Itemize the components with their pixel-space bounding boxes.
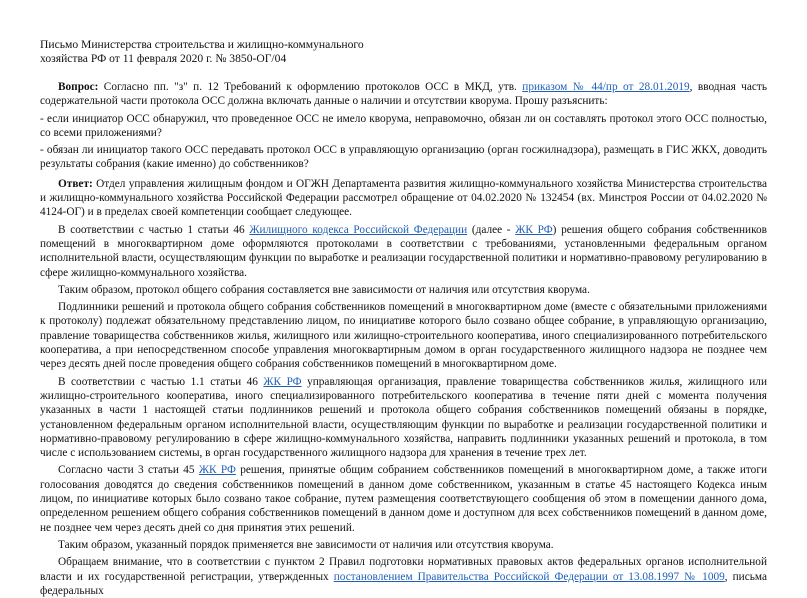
paragraph-1 <box>40 223 767 280</box>
paragraph-5 <box>40 463 767 534</box>
paragraph-7-after: , письма федеральных <box>40 570 767 597</box>
paragraph-5-before: Согласно части 3 статьи 45 <box>58 464 199 477</box>
paragraph-1-before: В соответствии с частью 1 статьи 46 <box>58 223 250 236</box>
question-item-1: - если инициатор ОСС обнаружил, что проведенное ОСС не имело кворума, неправомочно, обязан ли он составлять протокол этого ОСС полностью, со всеми приложениями? <box>40 112 767 139</box>
answer-label: Ответ: <box>58 177 93 190</box>
order-44-link[interactable]: приказом № 44/пр от 28.01.2019 <box>522 81 690 93</box>
paragraph-4-before: В соответствии с частью 1.1 статьи 46 <box>58 375 264 388</box>
zhk-rf-link[interactable]: ЖК РФ <box>515 223 553 236</box>
paragraph-3: Подлинники решений и протокола общего собрания собственников помещений в многоквартирном доме (вместе с обязательными приложениями к протоколу) подлежат обязательному представлению лицом, по инициативе которого было созвано общее собрание, в управляющую организацию, правление товарищества собственников жилья, жилищного или жилищно-строительного кооператива, иного специализированного потребительского кооператива, а при непосредственном способе управления многоквартирным домом в орган государственного жилищного надзора не позднее чем через десять дней после проведения общего собрания собственников помещений в многоквартирном доме. <box>40 301 767 371</box>
paragraph-1-after: ) решения общего собрания собственников помещений в многоквартирном доме оформляются протоколами в соответствии с требованиями, установленными федеральным органом исполнительной власти, осуществляющим функции по выработке и реализации государственной политики и нормативно-правовому регулированию в сфере жилищно-коммунального хозяйства. <box>40 223 767 279</box>
zhk-rf-link[interactable]: ЖК РФ <box>198 464 236 477</box>
paragraph-7-before: Обращаем внимание, что в соответствии с пунктом 2 Правил подготовки нормативных правовых актов федеральных органов исполнительной власти и их государственной регистрации, утвержденных <box>40 556 767 583</box>
paragraph-7 <box>40 555 767 598</box>
paragraph-4 <box>40 375 767 461</box>
question-text-after: , вводная часть содержательной части протокола ОСС должна включать данные о наличии и отсутствии кворума. Прошу разъяснить: <box>40 81 767 108</box>
title-line-1: Письмо Министерства строительства и жилищно-коммунального <box>40 38 364 51</box>
paragraph-6: Таким образом, указанный порядок применяется вне зависимости от наличия или отсутствия кворума. <box>58 538 554 551</box>
paragraph-5-after: решения, принятые общим собранием собственников помещений в многоквартирном доме, а также итоги голосования доводятся до сведения собственников помещений в данном доме собственником, указанным в статье 45 настоящего Кодекса иным лицом, по инициативе которых было созвано такое собрание, путем размещения соответствующего сообщения об этом в помещении данного дома, определенном решением общего собрания собственников помещений в данном доме и доступном для всех собственников помещений в данном доме, не позднее чем через десять дней со дня принятия этих решений. <box>40 464 767 534</box>
zhk-rf-link[interactable]: ЖК РФ <box>263 375 302 388</box>
answer-text: Отдел управления жилищным фондом и ОГЖН Департамента развития жилищно-коммунального хозяйства Министерства строительства и жилищно-коммунального хозяйства Российской Федерации рассмотрел обращение от 04.02.2020 № 132454 (вх. Минстроя России от 04.02.2020 № 4124-ОГ) и в пределах своей компетенции сообщает следующее. <box>40 177 767 219</box>
title-line-2: хозяйства РФ от 11 февраля 2020 г. № 3850-ОГ/04 <box>40 52 287 65</box>
answer-paragraph <box>40 177 767 220</box>
paragraph-2: Таким образом, протокол общего собрания составляется вне зависимости от наличия или отсутствия кворума. <box>58 283 590 296</box>
question-label: Вопрос: <box>58 81 99 93</box>
question-item-2: - обязан ли инициатор такого ОСС передавать протокол ОСС в управляющую организацию (орган госжилнадзора), размещать в ГИС ЖКХ, доводить результаты собрания (какие именно) до собственников? <box>40 144 767 171</box>
paragraph-4-after: управляющая организация, правление товарищества собственников жилья, жилищного или жилищно-строительного кооператива, иного специализированного потребительского кооператива в течение пяти дней с момента получения указанных в части 1 настоящей статьи подлинников решений и протокола общего собрания собственников помещений обязаны в порядке, установленном федеральным органом исполнительной власти, осуществляющим функции по выработке и реализации государственной политики и нормативно-правовому регулированию в сфере жилищно-коммунального хозяйства, направить подлинники указанных решений и протокола, в том числе с использованием системы, в орган государственного жилищного надзора для хранения в течение трех лет. <box>40 375 767 460</box>
paragraph-1-middle: (далее - <box>467 223 516 236</box>
housing-code-link[interactable]: Жилищного кодекса Российской Федерации <box>249 223 468 236</box>
question-paragraph <box>40 80 767 109</box>
question-text-before: Согласно пп. "з" п. 12 Требований к оформлению протоколов ОСС в МКД, утв. <box>98 81 523 93</box>
document-title <box>40 38 767 66</box>
document-body <box>40 80 767 598</box>
government-decree-link[interactable]: постановлением Правительства Российской Федерации от 13.08.1997 № 1009 <box>333 570 725 583</box>
